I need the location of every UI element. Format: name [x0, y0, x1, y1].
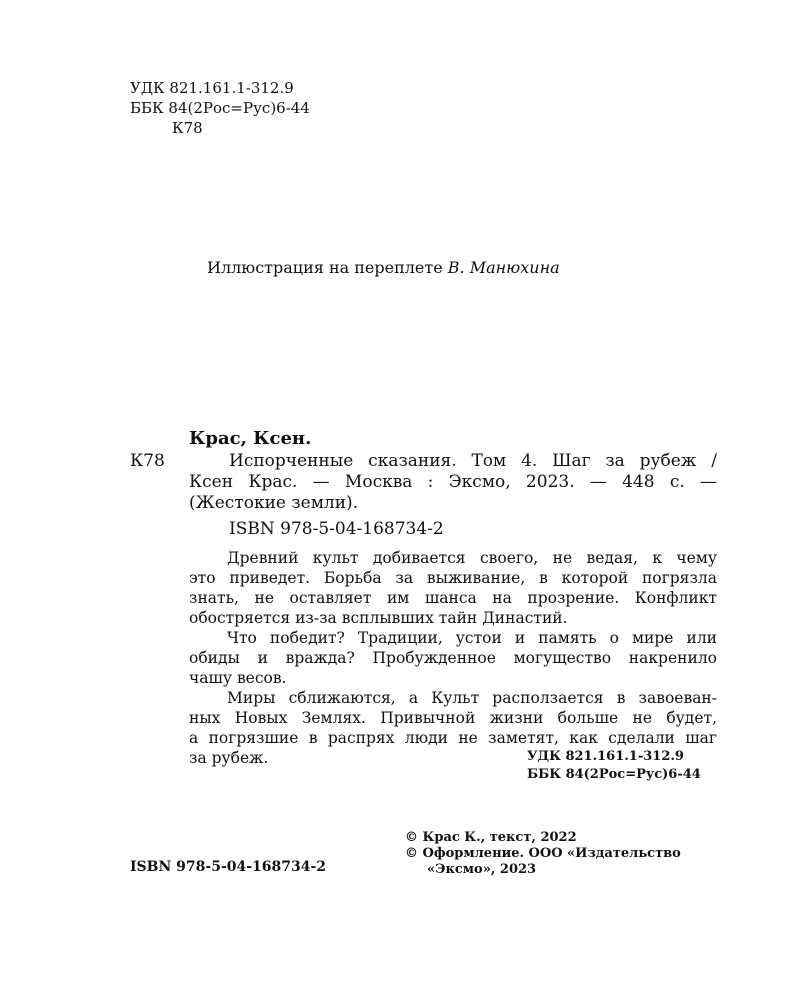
annotation-line: а погрязшие в распрях люди не заметят, как сделали шаг [189, 729, 717, 747]
annotation-line: Что победит? Традиции, устои и память о мире или [227, 629, 717, 647]
udk-code: УДК 821.161.1-312.9 [130, 79, 294, 97]
classification-top [130, 78, 310, 138]
illustration-label: Иллюстрация на переплете [207, 258, 443, 277]
record-author-mark: К78 [130, 451, 165, 471]
annotation-line: обиды и вражда? Пробужденное могущество накренило [189, 649, 717, 667]
annotation-line: за рубеж. [189, 749, 269, 767]
record-title-line: (Жестокие земли). [189, 493, 359, 513]
copyright-block [405, 830, 681, 878]
annotation-line: чашу весов. [189, 669, 287, 687]
illustration-artist: В. Манюхина [447, 258, 560, 277]
udk-code-bottom: УДК 821.161.1-312.9 [527, 749, 684, 764]
record-title-line: Испорченные сказания. Том 4. Шаг за рубеж / [229, 451, 717, 471]
annotation-line: обостряется из-за всплывших тайн Династий. [189, 609, 568, 627]
record-isbn: ISBN 978-5-04-168734-2 [229, 519, 444, 539]
annotation-line: знать, не оставляет им шанса на прозрение. Конфликт [189, 589, 717, 607]
isbn-bottom: ISBN 978-5-04-168734-2 [130, 859, 327, 875]
record-author: Крас, Ксен. [189, 428, 312, 449]
record-title-block [189, 451, 717, 514]
classification-bottom [527, 748, 701, 784]
annotation-line: это приведет. Борьба за выживание, в которой погрязла [189, 569, 717, 587]
record-title-line: Ксен Крас. — Москва : Эксмо, 2023. — 448 с. — [189, 472, 717, 492]
annotation-line: Миры сближаются, а Культ расползается в завоеван- [227, 689, 717, 707]
copyright-publisher: «Эксмо», 2023 [427, 862, 537, 877]
annotation-line: Древний культ добивается своего, не ведая, к чему [227, 549, 717, 567]
bbk-code-bottom: ББК 84(2Рос=Рус)6-44 [527, 767, 701, 782]
copyright-text: © Крас К., текст, 2022 [405, 830, 577, 845]
author-mark: К78 [172, 119, 203, 137]
annotation [189, 548, 717, 768]
illustration-credit [207, 258, 560, 277]
annotation-line: ных Новых Землях. Привычной жизни больше не будет, [189, 709, 717, 727]
bbk-code: ББК 84(2Рос=Рус)6-44 [130, 99, 310, 117]
copyright-design: © Оформление. ООО «Издательство [405, 846, 681, 861]
